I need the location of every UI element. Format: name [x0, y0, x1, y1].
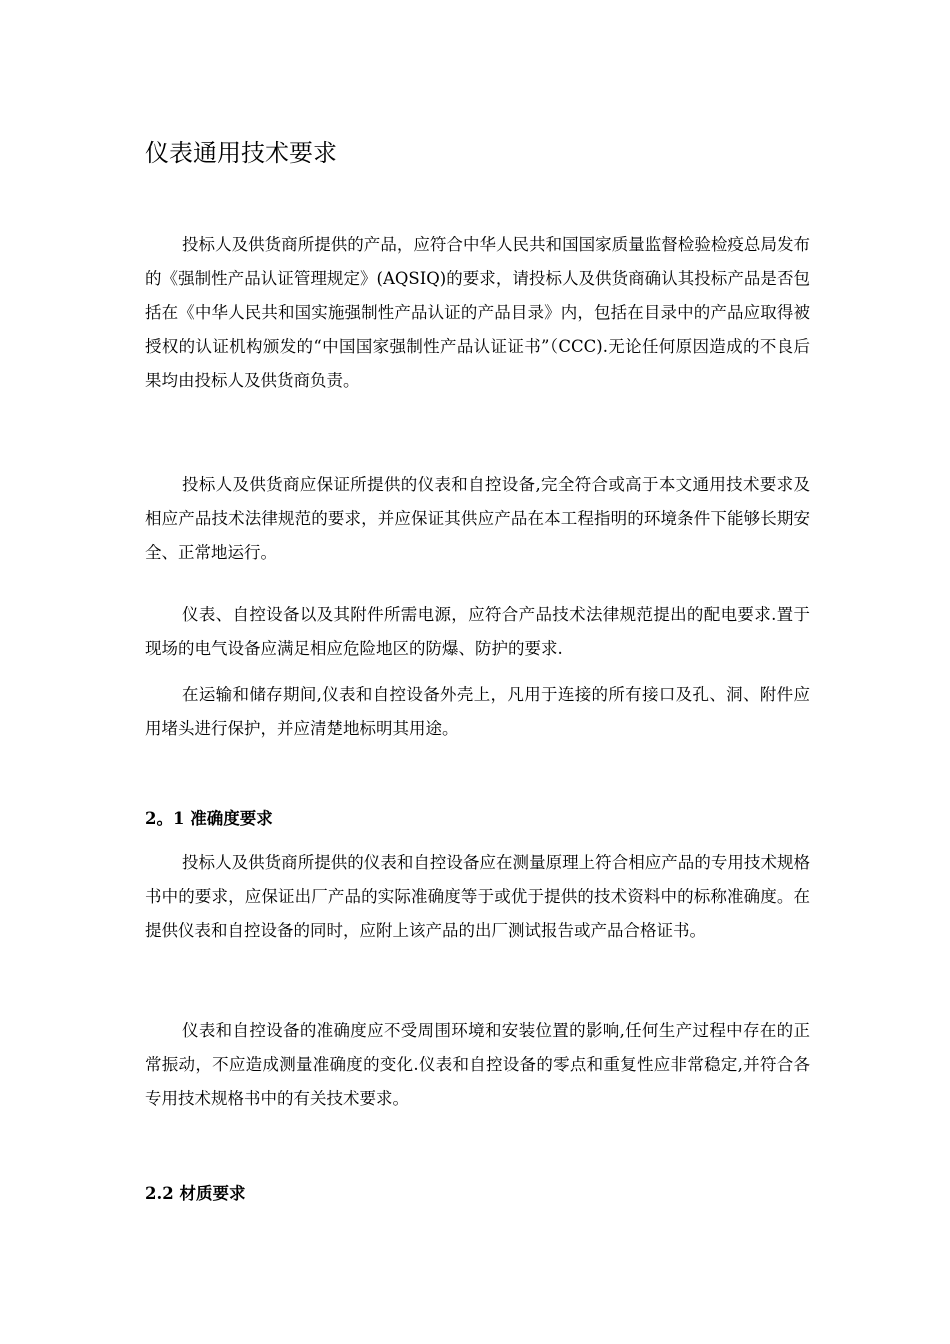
section-2-1-heading: 2。1 准确度要求 [145, 809, 273, 828]
intro-paragraph-3: 仪表、自控设备以及其附件所需电源，应符合产品技术法律规范提出的配电要求.置于现场的电气设备应满足相应危险地区的防爆、防护的要求. [145, 605, 810, 658]
intro-paragraph-1: 投标人及供货商所提供的产品，应符合中华人民共和国国家质量监督检验检疫总局发布的《强制性产品认证管理规定》(AQSIQ)的要求，请投标人及供货商确认其投标产品是否包括在《中华人民共和国实施强制性产品认证的产品目录》内，包括在目录中的产品应取得被授权的认证机构颁发的“中国国家强制性产品认证证书”（CCC).无论任何原因造成的不良后果均由投标人及供货商负责。 [145, 235, 810, 390]
section-2-2-heading: 2.2 材质要求 [145, 1184, 246, 1203]
section-2-1-paragraph-1: 投标人及供货商所提供的仪表和自控设备应在测量原理上符合相应产品的专用技术规格书中的要求，应保证出厂产品的实际准确度等于或优于提供的技术资料中的标称准确度。在提供仪表和自控设备的同时，应附上该产品的出厂测试报告或产品合格证书。 [145, 853, 810, 940]
section-2-1-paragraph-2: 仪表和自控设备的准确度应不受周围环境和安装位置的影响,任何生产过程中存在的正常振动，不应造成测量准确度的变化.仪表和自控设备的零点和重复性应非常稳定,并符合各专用技术规格书中的有关技术要求。 [145, 1021, 810, 1108]
intro-paragraph-2: 投标人及供货商应保证所提供的仪表和自控设备,完全符合或高于本文通用技术要求及相应产品技术法律规范的要求，并应保证其供应产品在本工程指明的环境条件下能够长期安全、正常地运行。 [145, 475, 810, 562]
intro-paragraph-4: 在运输和储存期间,仪表和自控设备外壳上，凡用于连接的所有接口及孔、洞、附件应用堵头进行保护，并应清楚地标明其用途。 [145, 685, 810, 738]
document-title: 仪表通用技术要求 [145, 139, 337, 167]
